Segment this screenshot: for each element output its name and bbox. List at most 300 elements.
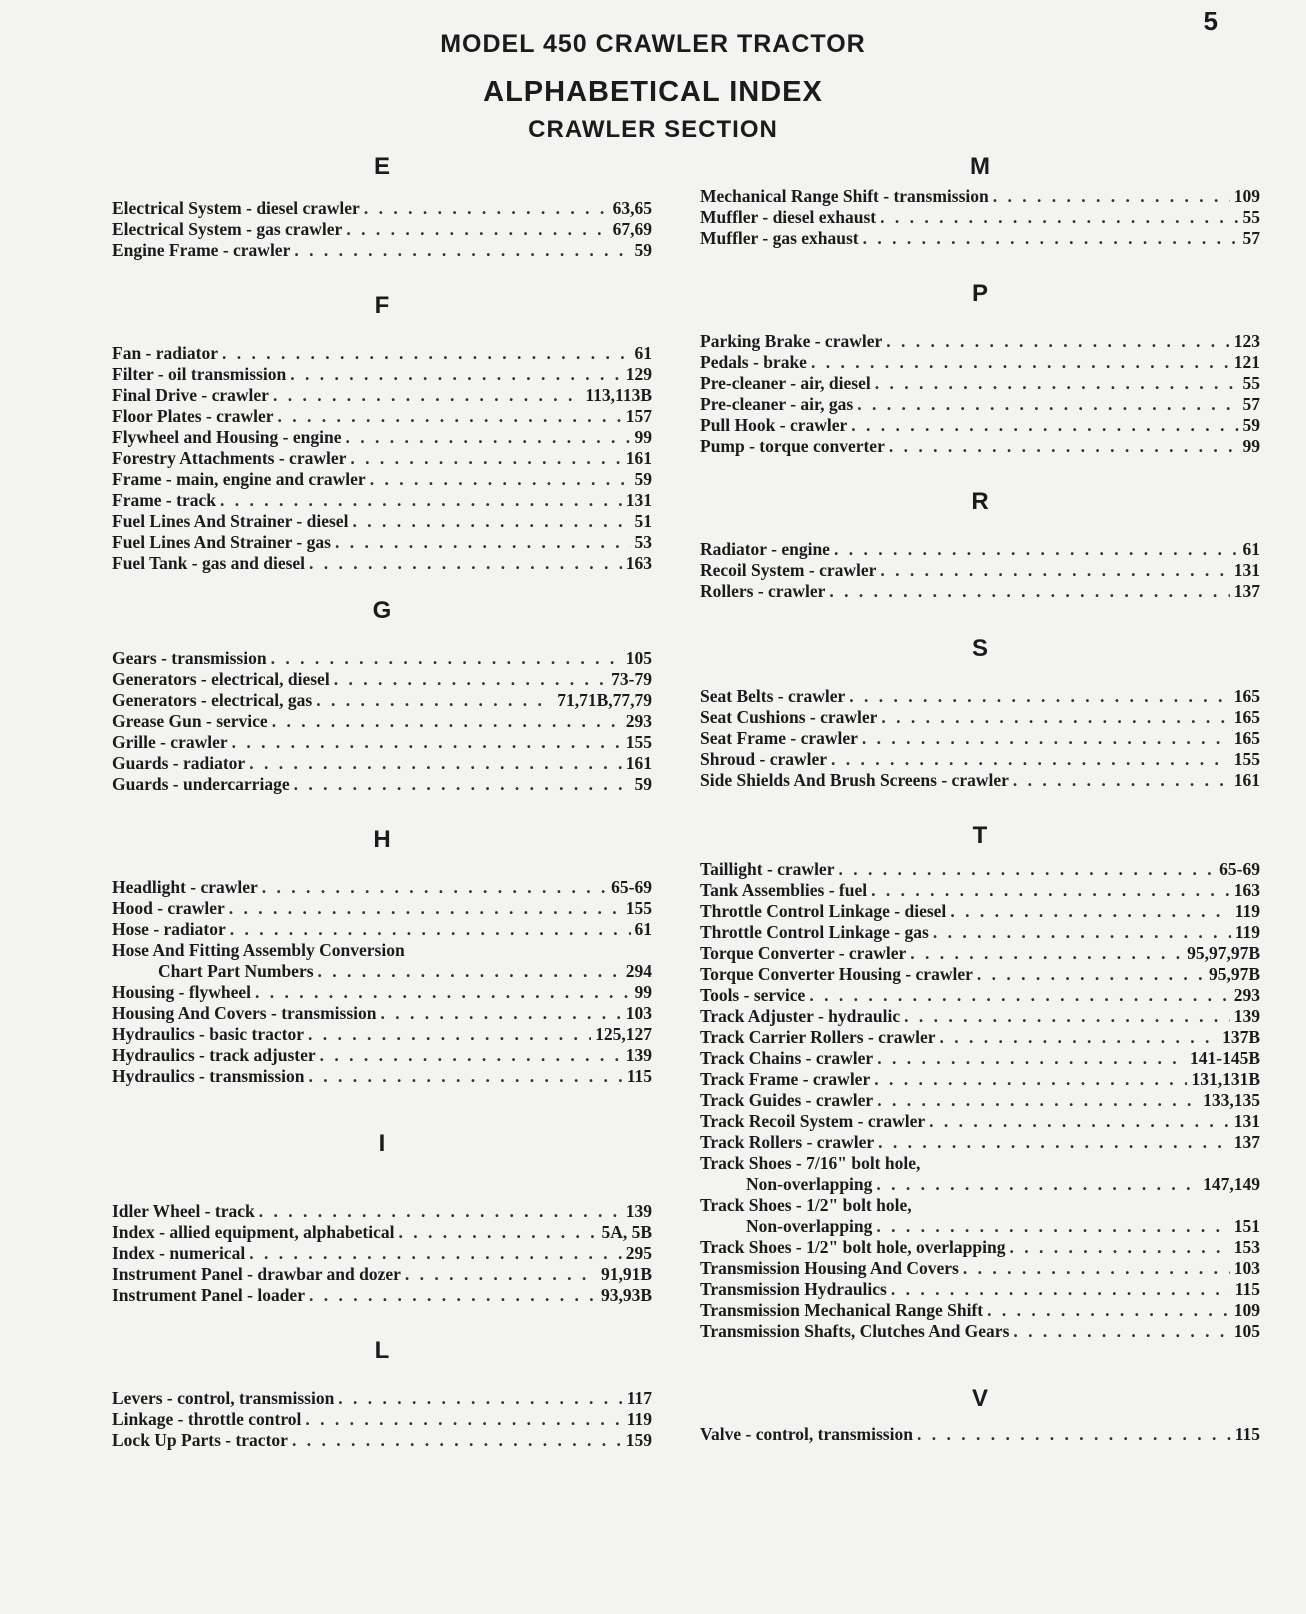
- entry-page: 59: [634, 469, 652, 489]
- index-entry: [112, 753, 652, 774]
- index-entry: [700, 1174, 1260, 1195]
- entry-name: Pre-cleaner - air, diesel: [700, 373, 871, 393]
- index-entry-list: [700, 686, 1260, 791]
- index-section-i: [112, 1127, 652, 1306]
- entry-page: 121: [1233, 352, 1260, 372]
- leader-dots: [292, 1430, 622, 1451]
- leader-dots: [875, 373, 1239, 394]
- leader-dots: [1013, 1321, 1229, 1342]
- entry-page: 61: [634, 919, 652, 939]
- entry-page: 131: [1233, 560, 1260, 580]
- entry-page: 99: [634, 982, 652, 1002]
- index-entry: [112, 940, 652, 961]
- index-entry: [700, 415, 1260, 436]
- entry-name: Track Carrier Rollers - crawler: [700, 1027, 936, 1047]
- entry-page: 5A, 5B: [601, 1222, 652, 1242]
- section-letter: F: [374, 292, 390, 319]
- leader-dots: [877, 1048, 1186, 1069]
- entry-name: Track Rollers - crawler: [700, 1132, 875, 1152]
- entry-name: Radiator - engine: [700, 539, 830, 559]
- entry-name: Hydraulics - basic tractor: [112, 1024, 304, 1044]
- index-section-p: [700, 277, 1260, 457]
- entry-name: Idler Wheel - track: [112, 1201, 255, 1221]
- entry-name: Electrical System - diesel crawler: [112, 198, 360, 218]
- entry-page: 61: [634, 343, 652, 363]
- entry-name: Forestry Attachments - crawler: [112, 448, 347, 468]
- index-entry: [700, 1027, 1260, 1048]
- leader-dots: [350, 448, 621, 469]
- entry-name: Grease Gun - service: [112, 711, 268, 731]
- index-entry: [700, 1424, 1260, 1445]
- entry-name: Instrument Panel - loader: [112, 1285, 305, 1305]
- leader-dots: [309, 1285, 597, 1306]
- leader-dots: [381, 1003, 622, 1024]
- entry-name: Linkage - throttle control: [112, 1409, 302, 1429]
- entry-page: 155: [625, 732, 652, 752]
- entry-page: 165: [1233, 707, 1260, 727]
- leader-dots: [1013, 770, 1230, 791]
- entry-name: Instrument Panel - drawbar and dozer: [112, 1264, 401, 1284]
- entry-page: 73-79: [611, 669, 652, 689]
- entry-name: Chart Part Numbers: [158, 961, 314, 981]
- entry-name: Mechanical Range Shift - transmission: [700, 186, 989, 206]
- index-entry: [700, 1195, 1260, 1216]
- index-entry: [112, 553, 652, 574]
- index-entry: [112, 1285, 652, 1306]
- leader-dots: [335, 532, 631, 553]
- entry-page: 103: [1233, 1258, 1260, 1278]
- entry-page: 131: [1233, 1111, 1260, 1131]
- entry-page: 55: [1242, 373, 1260, 393]
- leader-dots: [398, 1222, 597, 1243]
- entry-name: Valve - control, transmission: [700, 1424, 913, 1444]
- entry-page: 59: [634, 774, 652, 794]
- index-entry: [700, 943, 1260, 964]
- entry-name: Transmission Shafts, Clutches And Gears: [700, 1321, 1010, 1341]
- leader-dots: [272, 711, 622, 732]
- index-entry-list: [112, 877, 652, 1087]
- section-letter: G: [372, 597, 392, 624]
- index-entry: [112, 982, 652, 1003]
- entry-page: 155: [625, 898, 652, 918]
- index-entry: [112, 343, 652, 364]
- leader-dots: [889, 436, 1239, 457]
- index-entry: [700, 1258, 1260, 1279]
- index-entry: [112, 877, 652, 898]
- index-entry: [700, 749, 1260, 770]
- index-entry: [112, 690, 652, 711]
- entry-page: 161: [1233, 770, 1260, 790]
- entry-name: Electrical System - gas crawler: [112, 219, 343, 239]
- leader-dots: [929, 1111, 1230, 1132]
- leader-dots: [370, 469, 631, 490]
- index-entry: [700, 1069, 1260, 1090]
- entry-page: 91,91B: [600, 1264, 652, 1284]
- index-entry: [700, 964, 1260, 985]
- leader-dots: [880, 560, 1229, 581]
- leader-dots: [316, 690, 553, 711]
- index-section-r: [700, 485, 1260, 602]
- entry-page: 151: [1233, 1216, 1260, 1236]
- leader-dots: [881, 707, 1229, 728]
- entry-page: 165: [1233, 686, 1260, 706]
- section-letter: P: [971, 280, 988, 307]
- index-entry: [112, 648, 652, 669]
- entry-name: Track Shoes - 1/2" bolt hole,: [700, 1195, 912, 1215]
- entry-page: 161: [625, 753, 652, 773]
- entry-page: 123: [1233, 331, 1260, 351]
- section-letter: E: [373, 153, 390, 180]
- index-entry: [112, 406, 652, 427]
- index-entry: [112, 1024, 652, 1045]
- entry-name: Non-overlapping: [746, 1216, 873, 1236]
- leader-dots: [320, 1045, 622, 1066]
- leader-dots: [255, 982, 630, 1003]
- entry-name: Generators - electrical, diesel: [112, 669, 330, 689]
- entry-name: Pedals - brake: [700, 352, 807, 372]
- entry-name: Transmission Mechanical Range Shift: [700, 1300, 984, 1320]
- index-column-left: [112, 150, 652, 1451]
- leader-dots: [290, 364, 622, 385]
- index-section-t: [700, 819, 1260, 1342]
- leader-dots: [831, 749, 1230, 770]
- entry-name: Hydraulics - track adjuster: [112, 1045, 316, 1065]
- entry-page: 67,69: [612, 219, 652, 239]
- leader-dots: [271, 648, 622, 669]
- entry-page: 95,97,97B: [1187, 943, 1260, 963]
- entry-name: Tank Assemblies - fuel: [700, 880, 868, 900]
- page-title-index: ALPHABETICAL INDEX: [483, 76, 823, 108]
- index-entry: [112, 1264, 652, 1285]
- entry-name: Filter - oil transmission: [112, 364, 287, 384]
- leader-dots: [273, 385, 581, 406]
- leader-dots: [993, 186, 1230, 207]
- entry-page: 139: [1233, 1006, 1260, 1026]
- index-entry: [112, 711, 652, 732]
- index-entry: [112, 1003, 652, 1024]
- entry-page: 63,65: [612, 198, 652, 218]
- section-letter: R: [971, 488, 989, 515]
- index-section-e: [112, 150, 652, 261]
- index-entry: [700, 186, 1260, 207]
- section-letter: V: [971, 1385, 988, 1412]
- index-section-g: [112, 594, 652, 795]
- index-entry-list: [700, 331, 1260, 457]
- entry-name: Flywheel and Housing - engine: [112, 427, 342, 447]
- index-entry: [700, 686, 1260, 707]
- index-entry-list: [112, 1388, 652, 1451]
- index-entry: [700, 1321, 1260, 1342]
- entry-page: 163: [625, 553, 652, 573]
- index-column-right: [700, 150, 1260, 1445]
- index-entry: [112, 198, 652, 219]
- entry-name: Muffler - diesel exhaust: [700, 207, 877, 227]
- leader-dots: [880, 207, 1238, 228]
- entry-page: 161: [625, 448, 652, 468]
- page-title-section: CRAWLER SECTION: [528, 116, 778, 143]
- entry-name: Hose And Fitting Assembly Conversion: [112, 940, 405, 960]
- entry-name: Index - numerical: [112, 1243, 246, 1263]
- leader-dots: [877, 1090, 1199, 1111]
- index-section-l: [112, 1334, 652, 1451]
- entry-name: Track Shoes - 7/16" bolt hole,: [700, 1153, 921, 1173]
- entry-name: Track Guides - crawler: [700, 1090, 874, 1110]
- entry-name: Track Frame - crawler: [700, 1069, 871, 1089]
- leader-dots: [259, 1201, 622, 1222]
- entry-page: 139: [625, 1201, 652, 1221]
- entry-name: Taillight - crawler: [700, 859, 835, 879]
- leader-dots: [220, 490, 622, 511]
- entry-name: Muffler - gas exhaust: [700, 228, 859, 248]
- entry-page: 57: [1242, 228, 1260, 248]
- entry-name: Fuel Lines And Strainer - diesel: [112, 511, 349, 531]
- index-entry: [700, 770, 1260, 791]
- entry-name: Side Shields And Brush Screens - crawler: [700, 770, 1009, 790]
- index-entry: [112, 448, 652, 469]
- entry-name: Torque Converter - crawler: [700, 943, 907, 963]
- index-entry: [700, 560, 1260, 581]
- leader-dots: [338, 1388, 622, 1409]
- index-entry: [700, 436, 1260, 457]
- index-entry-list: [700, 859, 1260, 1342]
- section-letter: T: [972, 822, 988, 849]
- entry-name: Track Adjuster - hydraulic: [700, 1006, 901, 1026]
- index-entry: [700, 581, 1260, 602]
- entry-name: Track Recoil System - crawler: [700, 1111, 926, 1131]
- leader-dots: [917, 1424, 1231, 1445]
- entry-name: Frame - main, engine and crawler: [112, 469, 366, 489]
- index-section-v: [700, 1382, 1260, 1445]
- entry-name: Housing - flywheel: [112, 982, 252, 1002]
- index-entry: [700, 901, 1260, 922]
- index-entry-list: [112, 343, 652, 574]
- index-entry: [700, 1300, 1260, 1321]
- leader-dots: [857, 394, 1238, 415]
- entry-name: Headlight - crawler: [112, 877, 258, 897]
- index-entry: [112, 919, 652, 940]
- entry-name: Pull Hook - crawler: [700, 415, 848, 435]
- leader-dots: [910, 943, 1183, 964]
- entry-name: Seat Frame - crawler: [700, 728, 858, 748]
- entry-page: 65-69: [1219, 859, 1260, 879]
- entry-name: Throttle Control Linkage - gas: [700, 922, 929, 942]
- entry-name: Guards - undercarriage: [112, 774, 290, 794]
- leader-dots: [809, 985, 1229, 1006]
- index-entry-list: [700, 1424, 1260, 1445]
- entry-name: Frame - track: [112, 490, 216, 510]
- leader-dots: [838, 859, 1215, 880]
- leader-dots: [963, 1258, 1230, 1279]
- leader-dots: [308, 1024, 591, 1045]
- index-entry: [112, 1409, 652, 1430]
- entry-name: Track Chains - crawler: [700, 1048, 874, 1068]
- entry-page: 105: [625, 648, 652, 668]
- entry-page: 59: [1242, 415, 1260, 435]
- entry-page: 109: [1233, 1300, 1260, 1320]
- entry-name: Fan - radiator: [112, 343, 218, 363]
- entry-page: 131,131B: [1191, 1069, 1260, 1089]
- leader-dots: [878, 1132, 1230, 1153]
- entry-name: Torque Converter Housing - crawler: [700, 964, 973, 984]
- index-entry-list: [700, 186, 1260, 249]
- entry-name: Engine Frame - crawler: [112, 240, 291, 260]
- leader-dots: [862, 728, 1230, 749]
- leader-dots: [309, 553, 622, 574]
- index-entry: [700, 394, 1260, 415]
- entry-page: 55: [1242, 207, 1260, 227]
- entry-name: Lock Up Parts - tractor: [112, 1430, 288, 1450]
- leader-dots: [940, 1027, 1219, 1048]
- leader-dots: [987, 1300, 1230, 1321]
- leader-dots: [309, 1066, 623, 1087]
- entry-page: 59: [634, 240, 652, 260]
- leader-dots: [249, 753, 622, 774]
- leader-dots: [352, 511, 630, 532]
- leader-dots: [364, 198, 609, 219]
- entry-name: Fuel Tank - gas and diesel: [112, 553, 306, 573]
- leader-dots: [294, 774, 631, 795]
- index-entry: [112, 1388, 652, 1409]
- entry-page: 51: [634, 511, 652, 531]
- entry-page: 115: [626, 1066, 652, 1086]
- leader-dots: [811, 352, 1230, 373]
- section-letter: I: [378, 1130, 386, 1157]
- leader-dots: [950, 901, 1230, 922]
- entry-page: 294: [625, 961, 652, 981]
- leader-dots: [334, 669, 607, 690]
- entry-name: Hose - radiator: [112, 919, 226, 939]
- entry-page: 129: [625, 364, 652, 384]
- page-number: 5: [1203, 6, 1218, 36]
- index-entry: [700, 331, 1260, 352]
- leader-dots: [851, 415, 1238, 436]
- entry-page: 163: [1233, 880, 1260, 900]
- leader-dots: [405, 1264, 597, 1285]
- index-entry: [700, 539, 1260, 560]
- leader-dots: [305, 1409, 622, 1430]
- leader-dots: [863, 228, 1239, 249]
- index-entry: [112, 532, 652, 553]
- index-section-f: [112, 289, 652, 574]
- entry-name: Throttle Control Linkage - diesel: [700, 901, 947, 921]
- entry-name: Parking Brake - crawler: [700, 331, 883, 351]
- index-entry-list: [112, 1201, 652, 1306]
- index-entry: [112, 385, 652, 406]
- index-section-h: [112, 823, 652, 1087]
- entry-page: 109: [1233, 186, 1260, 206]
- index-entry: [112, 1045, 652, 1066]
- leader-dots: [834, 539, 1239, 560]
- index-entry: [112, 669, 652, 690]
- index-entry: [112, 469, 652, 490]
- leader-dots: [249, 1243, 622, 1264]
- index-entry: [112, 1066, 652, 1087]
- entry-name: Transmission Hydraulics: [700, 1279, 887, 1299]
- index-entry: [700, 922, 1260, 943]
- index-entry: [700, 985, 1260, 1006]
- index-entry: [112, 511, 652, 532]
- leader-dots: [876, 1216, 1229, 1237]
- entry-page: 137B: [1222, 1027, 1260, 1047]
- leader-dots: [277, 406, 621, 427]
- entry-page: 295: [625, 1243, 652, 1263]
- index-entry: [112, 490, 652, 511]
- entry-name: Non-overlapping: [746, 1174, 873, 1194]
- entry-page: 155: [1233, 749, 1260, 769]
- index-entry-list: [112, 648, 652, 795]
- leader-dots: [933, 922, 1231, 943]
- leader-dots: [222, 343, 631, 364]
- index-section-s: [700, 632, 1260, 791]
- entry-page: 141-145B: [1190, 1048, 1260, 1068]
- entry-page: 99: [1242, 436, 1260, 456]
- entry-page: 61: [1242, 539, 1260, 559]
- leader-dots: [829, 581, 1229, 602]
- leader-dots: [345, 427, 630, 448]
- entry-page: 131: [625, 490, 652, 510]
- index-entry: [700, 1279, 1260, 1300]
- leader-dots: [230, 919, 631, 940]
- entry-name: Transmission Housing And Covers: [700, 1258, 959, 1278]
- index-entry: [112, 1201, 652, 1222]
- index-entry-list: [112, 198, 652, 261]
- entry-page: 117: [626, 1388, 652, 1408]
- entry-page: 71,71B,77,79: [557, 690, 652, 710]
- entry-page: 293: [625, 711, 652, 731]
- entry-page: 119: [1234, 922, 1260, 942]
- page-title-model: MODEL 450 CRAWLER TRACTOR: [440, 30, 866, 58]
- index-entry: [112, 774, 652, 795]
- entry-page: 139: [625, 1045, 652, 1065]
- entry-name: Tools - service: [700, 985, 806, 1005]
- entry-page: 147,149: [1203, 1174, 1260, 1194]
- entry-page: 53: [634, 532, 652, 552]
- index-entry: [700, 1153, 1260, 1174]
- entry-page: 95,97B: [1208, 964, 1260, 984]
- index-entry: [112, 1430, 652, 1451]
- entry-name: Gears - transmission: [112, 648, 267, 668]
- entry-name: Index - allied equipment, alphabetical: [112, 1222, 395, 1242]
- leader-dots: [876, 1174, 1199, 1195]
- entry-page: 115: [1234, 1424, 1260, 1444]
- index-entry: [112, 898, 652, 919]
- leader-dots: [262, 877, 607, 898]
- entry-page: 159: [625, 1430, 652, 1450]
- entry-name: Hydraulics - transmission: [112, 1066, 305, 1086]
- entry-page: 157: [625, 406, 652, 426]
- leader-dots: [849, 686, 1229, 707]
- entry-name: Recoil System - crawler: [700, 560, 877, 580]
- entry-page: 113,113B: [585, 385, 652, 405]
- section-letter: H: [373, 826, 391, 853]
- entry-page: 137: [1233, 581, 1260, 601]
- index-entry: [700, 707, 1260, 728]
- entry-name: Pre-cleaner - air, gas: [700, 394, 854, 414]
- entry-page: 165: [1233, 728, 1260, 748]
- index-entry: [700, 1048, 1260, 1069]
- section-letter: S: [971, 635, 988, 662]
- index-entry-list: [700, 539, 1260, 602]
- leader-dots: [232, 732, 622, 753]
- leader-dots: [318, 961, 622, 982]
- index-entry: [700, 1216, 1260, 1237]
- index-entry: [700, 1132, 1260, 1153]
- index-entry: [112, 732, 652, 753]
- entry-name: Floor Plates - crawler: [112, 406, 274, 426]
- leader-dots: [1009, 1237, 1229, 1258]
- index-entry: [112, 427, 652, 448]
- entry-page: 293: [1233, 985, 1260, 1005]
